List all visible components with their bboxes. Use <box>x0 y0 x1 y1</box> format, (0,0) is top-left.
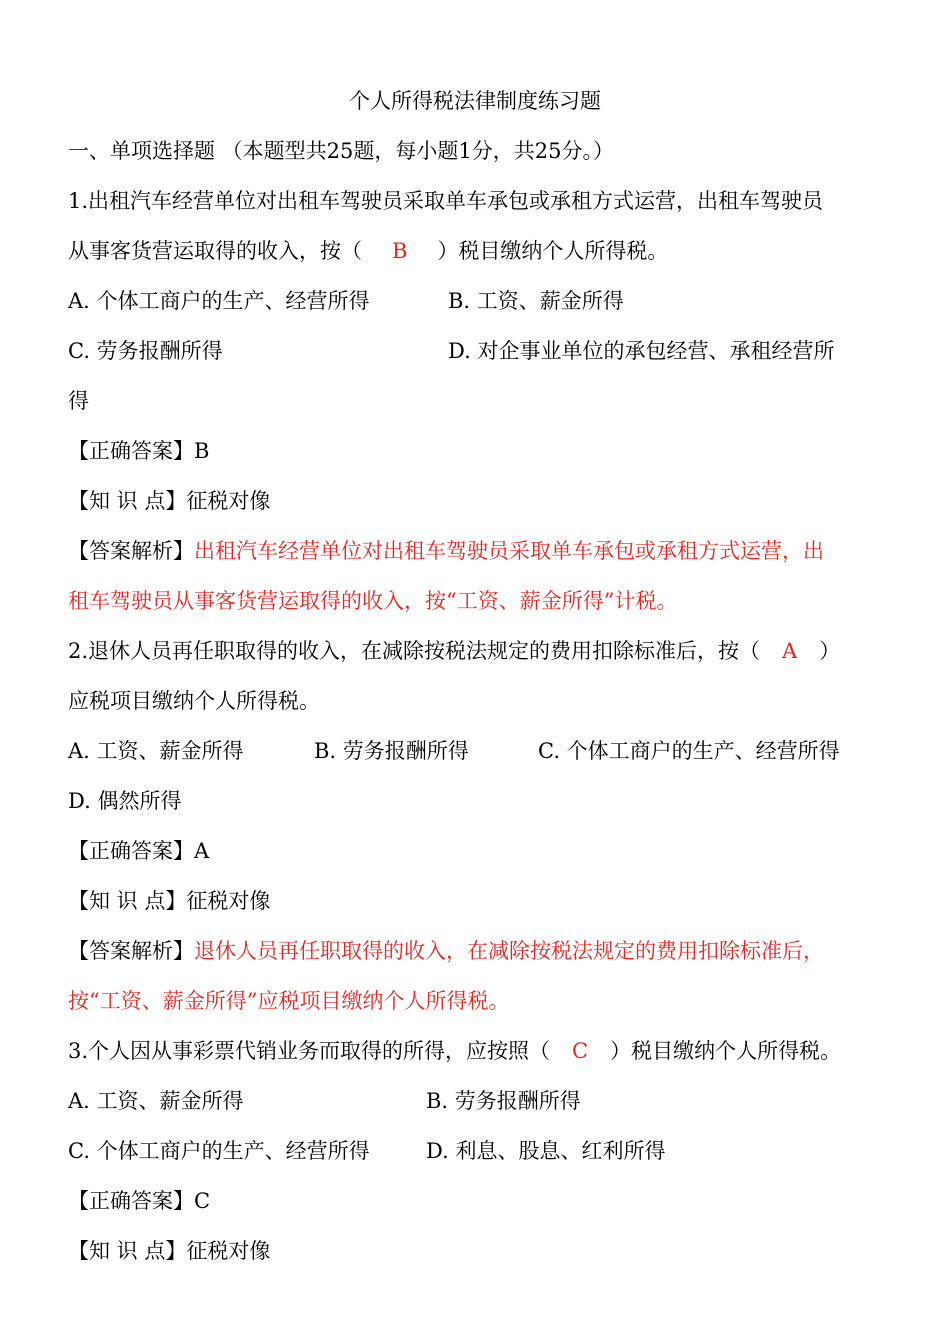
question-2-stem-line1 <box>68 636 840 666</box>
knowledge-point-value: 征税对像 <box>186 889 271 913</box>
knowledge-point-value: 征税对像 <box>186 489 271 513</box>
knowledge-point-value: 征税对像 <box>186 1239 271 1263</box>
question-2-stem-suffix: ） <box>819 639 841 663</box>
question-3-answer-fill: C <box>572 1039 589 1063</box>
question-1-option-d-wrap: 得 <box>68 389 89 413</box>
question-2-stem-line2: 应税项目缴纳个人所得税。 <box>68 689 320 713</box>
correct-answer-label: 【正确答案】 <box>68 439 194 463</box>
question-2-answer-fill: A <box>782 639 798 663</box>
question-1-answer-fill: B <box>392 239 408 263</box>
question-2-analysis-line1 <box>68 936 824 966</box>
question-2-option-a: A. 工资、薪金所得 <box>68 739 244 763</box>
question-3-knowledge-point <box>68 1236 270 1266</box>
question-3-option-a: A. 工资、薪金所得 <box>68 1089 244 1113</box>
question-1-option-c: C. 劳务报酬所得 <box>68 339 223 363</box>
correct-answer-value: B <box>194 439 210 463</box>
document-title: 个人所得税法律制度练习题 <box>349 89 601 113</box>
question-3-option-c: C. 个体工商户的生产、经营所得 <box>68 1139 370 1163</box>
analysis-text: 退休人员再任职取得的收入，在减除按税法规定的费用扣除标准后， <box>194 939 824 963</box>
correct-answer-label: 【正确答案】 <box>68 1189 194 1213</box>
analysis-text: 出租汽车经营单位对出租车驾驶员采取单车承包或承租方式运营，出 <box>194 539 824 563</box>
question-1-analysis-line1 <box>68 536 824 566</box>
question-1-correct-answer <box>68 436 209 466</box>
question-2-option-c: C. 个体工商户的生产、经营所得 <box>538 739 840 763</box>
question-1-knowledge-point <box>68 486 270 516</box>
question-1-option-d: D. 对企事业单位的承包经营、承租经营所 <box>448 339 835 363</box>
question-3-correct-answer <box>68 1186 210 1216</box>
question-1-option-b: B. 工资、薪金所得 <box>448 289 624 313</box>
correct-answer-value: A <box>194 839 210 863</box>
question-2-correct-answer <box>68 836 209 866</box>
question-1-stem-prefix: 从事客货营运取得的收入，按（ <box>68 239 362 263</box>
analysis-label: 【答案解析】 <box>68 539 194 563</box>
correct-answer-label: 【正确答案】 <box>68 839 194 863</box>
question-1-stem-suffix: ）税目缴纳个人所得税。 <box>437 239 669 263</box>
section-heading: 一、单项选择题 （本题型共25题，每小题1分，共25分。） <box>68 139 614 163</box>
question-3-stem-prefix: 3.个人因从事彩票代销业务而取得的所得，应按照（ <box>68 1039 551 1063</box>
question-2-option-d: D. 偶然所得 <box>68 789 182 813</box>
correct-answer-value: C <box>194 1189 211 1213</box>
knowledge-point-label: 【知 识 点】 <box>68 1239 187 1263</box>
knowledge-point-label: 【知 识 点】 <box>68 489 187 513</box>
question-3-stem-suffix: ）税目缴纳个人所得税。 <box>610 1039 842 1063</box>
question-3-option-d: D. 利息、股息、红利所得 <box>426 1139 666 1163</box>
question-1-analysis-line2: 租车驾驶员从事客货营运取得的收入，按“工资、薪金所得”计税。 <box>68 589 678 613</box>
question-1-stem-line1: 1.出租汽车经营单位对出租车驾驶员采取单车承包或承租方式运营，出租车驾驶员 <box>68 189 824 213</box>
question-2-knowledge-point <box>68 886 270 916</box>
question-3-option-b: B. 劳务报酬所得 <box>426 1089 581 1113</box>
question-2-analysis-line2: 按“工资、薪金所得”应税项目缴纳个人所得税。 <box>68 989 510 1013</box>
question-3-stem <box>68 1036 841 1066</box>
question-2-option-b: B. 劳务报酬所得 <box>314 739 469 763</box>
question-1-stem-line2 <box>68 236 668 266</box>
analysis-label: 【答案解析】 <box>68 939 194 963</box>
knowledge-point-label: 【知 识 点】 <box>68 889 187 913</box>
question-1-option-a: A. 个体工商户的生产、经营所得 <box>68 289 370 313</box>
question-2-stem-prefix: 2.退休人员再任职取得的收入，在减除按税法规定的费用扣除标准后，按（ <box>68 639 761 663</box>
